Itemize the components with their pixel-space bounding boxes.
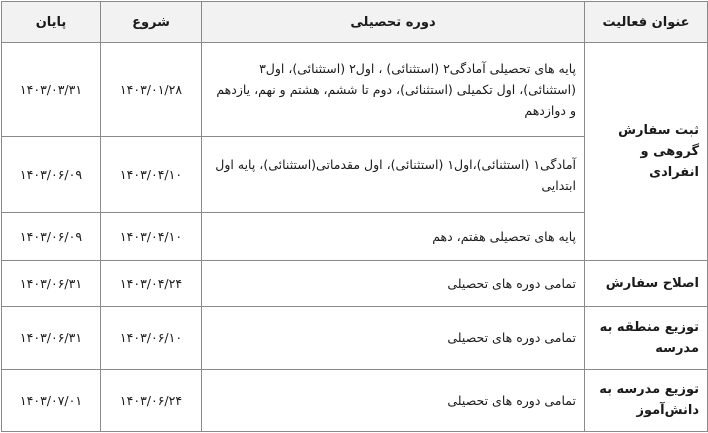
table-row <box>2 260 708 306</box>
end-date-cell: ۱۴۰۳/۰۶/۰۹ <box>2 137 101 213</box>
course-cell: تمامی دوره های تحصیلی <box>202 260 585 306</box>
table-row <box>2 43 708 137</box>
table-row <box>2 369 708 431</box>
header-start: شروع <box>101 2 202 43</box>
activity-cell: توزیع مدرسه به دانش‌آموز <box>585 369 708 431</box>
course-cell: تمامی دوره های تحصیلی <box>202 369 585 431</box>
activity-cell: ثبت سفارش گروهی و انفرادی <box>585 43 708 261</box>
header-activity: عنوان فعالیت <box>585 2 708 43</box>
activity-cell: اصلاح سفارش <box>585 260 708 306</box>
header-end: پایان <box>2 2 101 43</box>
table-header-row <box>2 2 708 43</box>
end-date-cell: ۱۴۰۳/۰۶/۳۱ <box>2 306 101 369</box>
table-row <box>2 306 708 369</box>
start-date-cell: ۱۴۰۳/۰۴/۱۰ <box>101 137 202 213</box>
course-cell: پایه های تحصیلی هفتم، دهم <box>202 213 585 260</box>
course-cell: آمادگی۱ (استثنائی)،اول۱ (استثنائی)، اول مقدماتی(استثنائی)، پایه اول ابتدایی <box>202 137 585 213</box>
start-date-cell: ۱۴۰۳/۰۴/۱۰ <box>101 213 202 260</box>
course-cell: پایه های تحصیلی آمادگی۲ (استثنائی) ، اول۲ (استثنائی)، اول۳ (استثنائی)، اول تکمیلی (استثنائی)، دوم تا ششم، هشتم و نهم، یازدهم و دوازدهم <box>202 43 585 137</box>
course-cell: تمامی دوره های تحصیلی <box>202 306 585 369</box>
start-date-cell: ۱۴۰۳/۰۴/۲۴ <box>101 260 202 306</box>
start-date-cell: ۱۴۰۳/۰۱/۲۸ <box>101 43 202 137</box>
end-date-cell: ۱۴۰۳/۰۷/۰۱ <box>2 369 101 431</box>
header-course: دوره تحصیلی <box>202 2 585 43</box>
start-date-cell: ۱۴۰۳/۰۶/۲۴ <box>101 369 202 431</box>
activity-cell: توزیع منطقه به مدرسه <box>585 306 708 369</box>
end-date-cell: ۱۴۰۳/۰۳/۳۱ <box>2 43 101 137</box>
activity-schedule-table <box>1 1 708 432</box>
end-date-cell: ۱۴۰۳/۰۶/۰۹ <box>2 213 101 260</box>
end-date-cell: ۱۴۰۳/۰۶/۳۱ <box>2 260 101 306</box>
start-date-cell: ۱۴۰۳/۰۶/۱۰ <box>101 306 202 369</box>
